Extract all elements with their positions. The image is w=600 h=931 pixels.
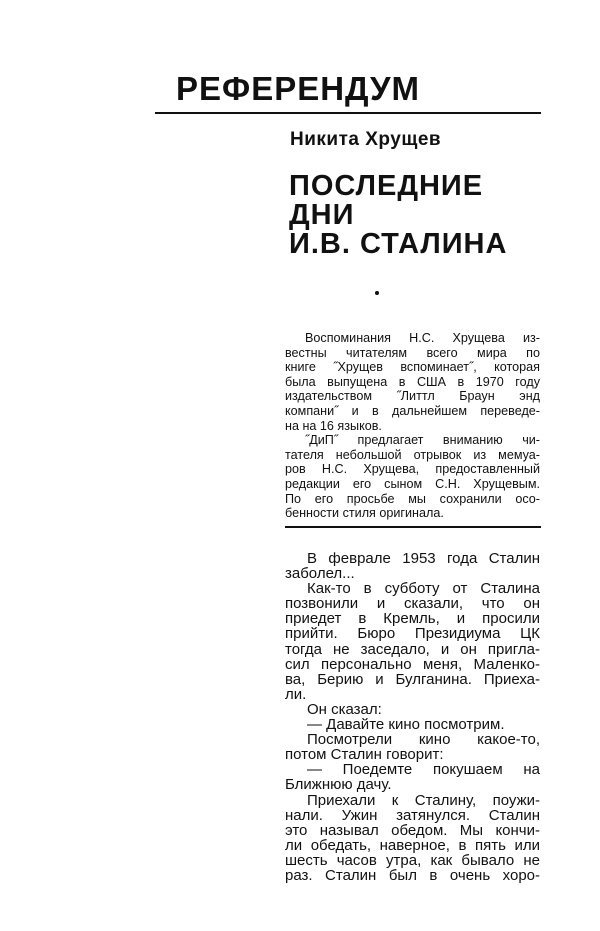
text-line: тателя небольшой отрывок из мемуа- xyxy=(285,447,540,462)
title-line: И.В. СТАЛИНА xyxy=(289,228,508,260)
text-line: Как-то в субботу от Сталина xyxy=(307,580,540,598)
text-line: Воспоминания Н.С. Хрущева из- xyxy=(305,331,540,345)
text-line: ва, Берию и Булганина. Приеха- xyxy=(285,670,540,688)
text-line: Приехали к Сталину, поужи- xyxy=(307,791,540,809)
text-line: приедет в Кремль, и просили xyxy=(285,610,540,628)
text-line: компани˝ и в дальнейшем переведе- xyxy=(285,403,540,418)
paragraph xyxy=(285,793,540,884)
divider xyxy=(155,112,541,114)
text-line: шесть часов утра, как бывало не xyxy=(285,851,540,869)
text-line: Он сказал: xyxy=(307,700,382,718)
title-line: ПОСЛЕДНИЕ xyxy=(289,170,484,202)
text-line: раз. Сталин был в очень хоро- xyxy=(285,866,540,884)
rubric-heading: РЕФЕРЕНДУМ xyxy=(176,70,420,107)
text-line: редакции его сыном С.Н. Хрущевым. xyxy=(285,476,540,491)
title-line: ДНИ xyxy=(289,199,355,231)
editorial-intro xyxy=(285,331,540,521)
text-line: позвонили и сказали, что он xyxy=(285,595,540,613)
text-line: была выпущена в США в 1970 году xyxy=(285,374,540,389)
author-name: Никита Хрущев xyxy=(290,129,442,150)
text-line: ров Н.С. Хрущева, предоставленный xyxy=(285,462,540,477)
text-line: прийти. Бюро Президиума ЦК xyxy=(285,625,540,643)
text-line: потом Сталин говорит: xyxy=(285,746,444,764)
paragraph xyxy=(285,581,540,702)
text-line: сил персонально меня, Маленко- xyxy=(285,655,540,673)
text-line: заболел... xyxy=(285,565,355,583)
text-line: вестны читателям всего мира по xyxy=(285,345,540,360)
article-body xyxy=(285,551,540,883)
paragraph xyxy=(285,732,540,762)
divider xyxy=(285,526,541,528)
text-line: Посмотрели кино какое-то, xyxy=(307,731,540,749)
article-title xyxy=(289,172,507,259)
text-line: ˝ДиП˝ предлагает вниманию чи- xyxy=(305,433,540,448)
bullet-ornament xyxy=(375,291,379,295)
text-line: книге ˝Хрущев вспоминает˝, которая xyxy=(285,360,540,375)
paragraph xyxy=(285,331,540,433)
text-line: нали. Ужин затянулся. Сталин xyxy=(285,806,540,824)
paragraph xyxy=(285,433,540,521)
text-line: ли. xyxy=(285,685,307,703)
text-line: бенности стиля оригинала. xyxy=(285,506,444,521)
paragraph xyxy=(285,717,540,732)
paragraph xyxy=(285,762,540,792)
paragraph xyxy=(285,702,540,717)
text-line: Ближнюю дачу. xyxy=(285,776,392,794)
text-line: — Давайте кино посмотрим. xyxy=(307,716,505,734)
text-line: тогда не заседало, и он пригла- xyxy=(285,640,540,658)
text-line: — Поедемте покушаем на xyxy=(307,761,540,779)
paragraph xyxy=(285,551,540,581)
text-line: В феврале 1953 года Сталин xyxy=(307,550,540,567)
text-line: По его просьбе мы сохранили осо- xyxy=(285,491,540,506)
text-line: на на 16 языков. xyxy=(285,418,382,433)
text-line: ли обедать, наверное, в пять или xyxy=(285,836,540,854)
text-line: это называл обедом. Мы кончи- xyxy=(285,821,540,839)
text-line: издательством ˝Литтл Браун энд xyxy=(285,389,540,404)
